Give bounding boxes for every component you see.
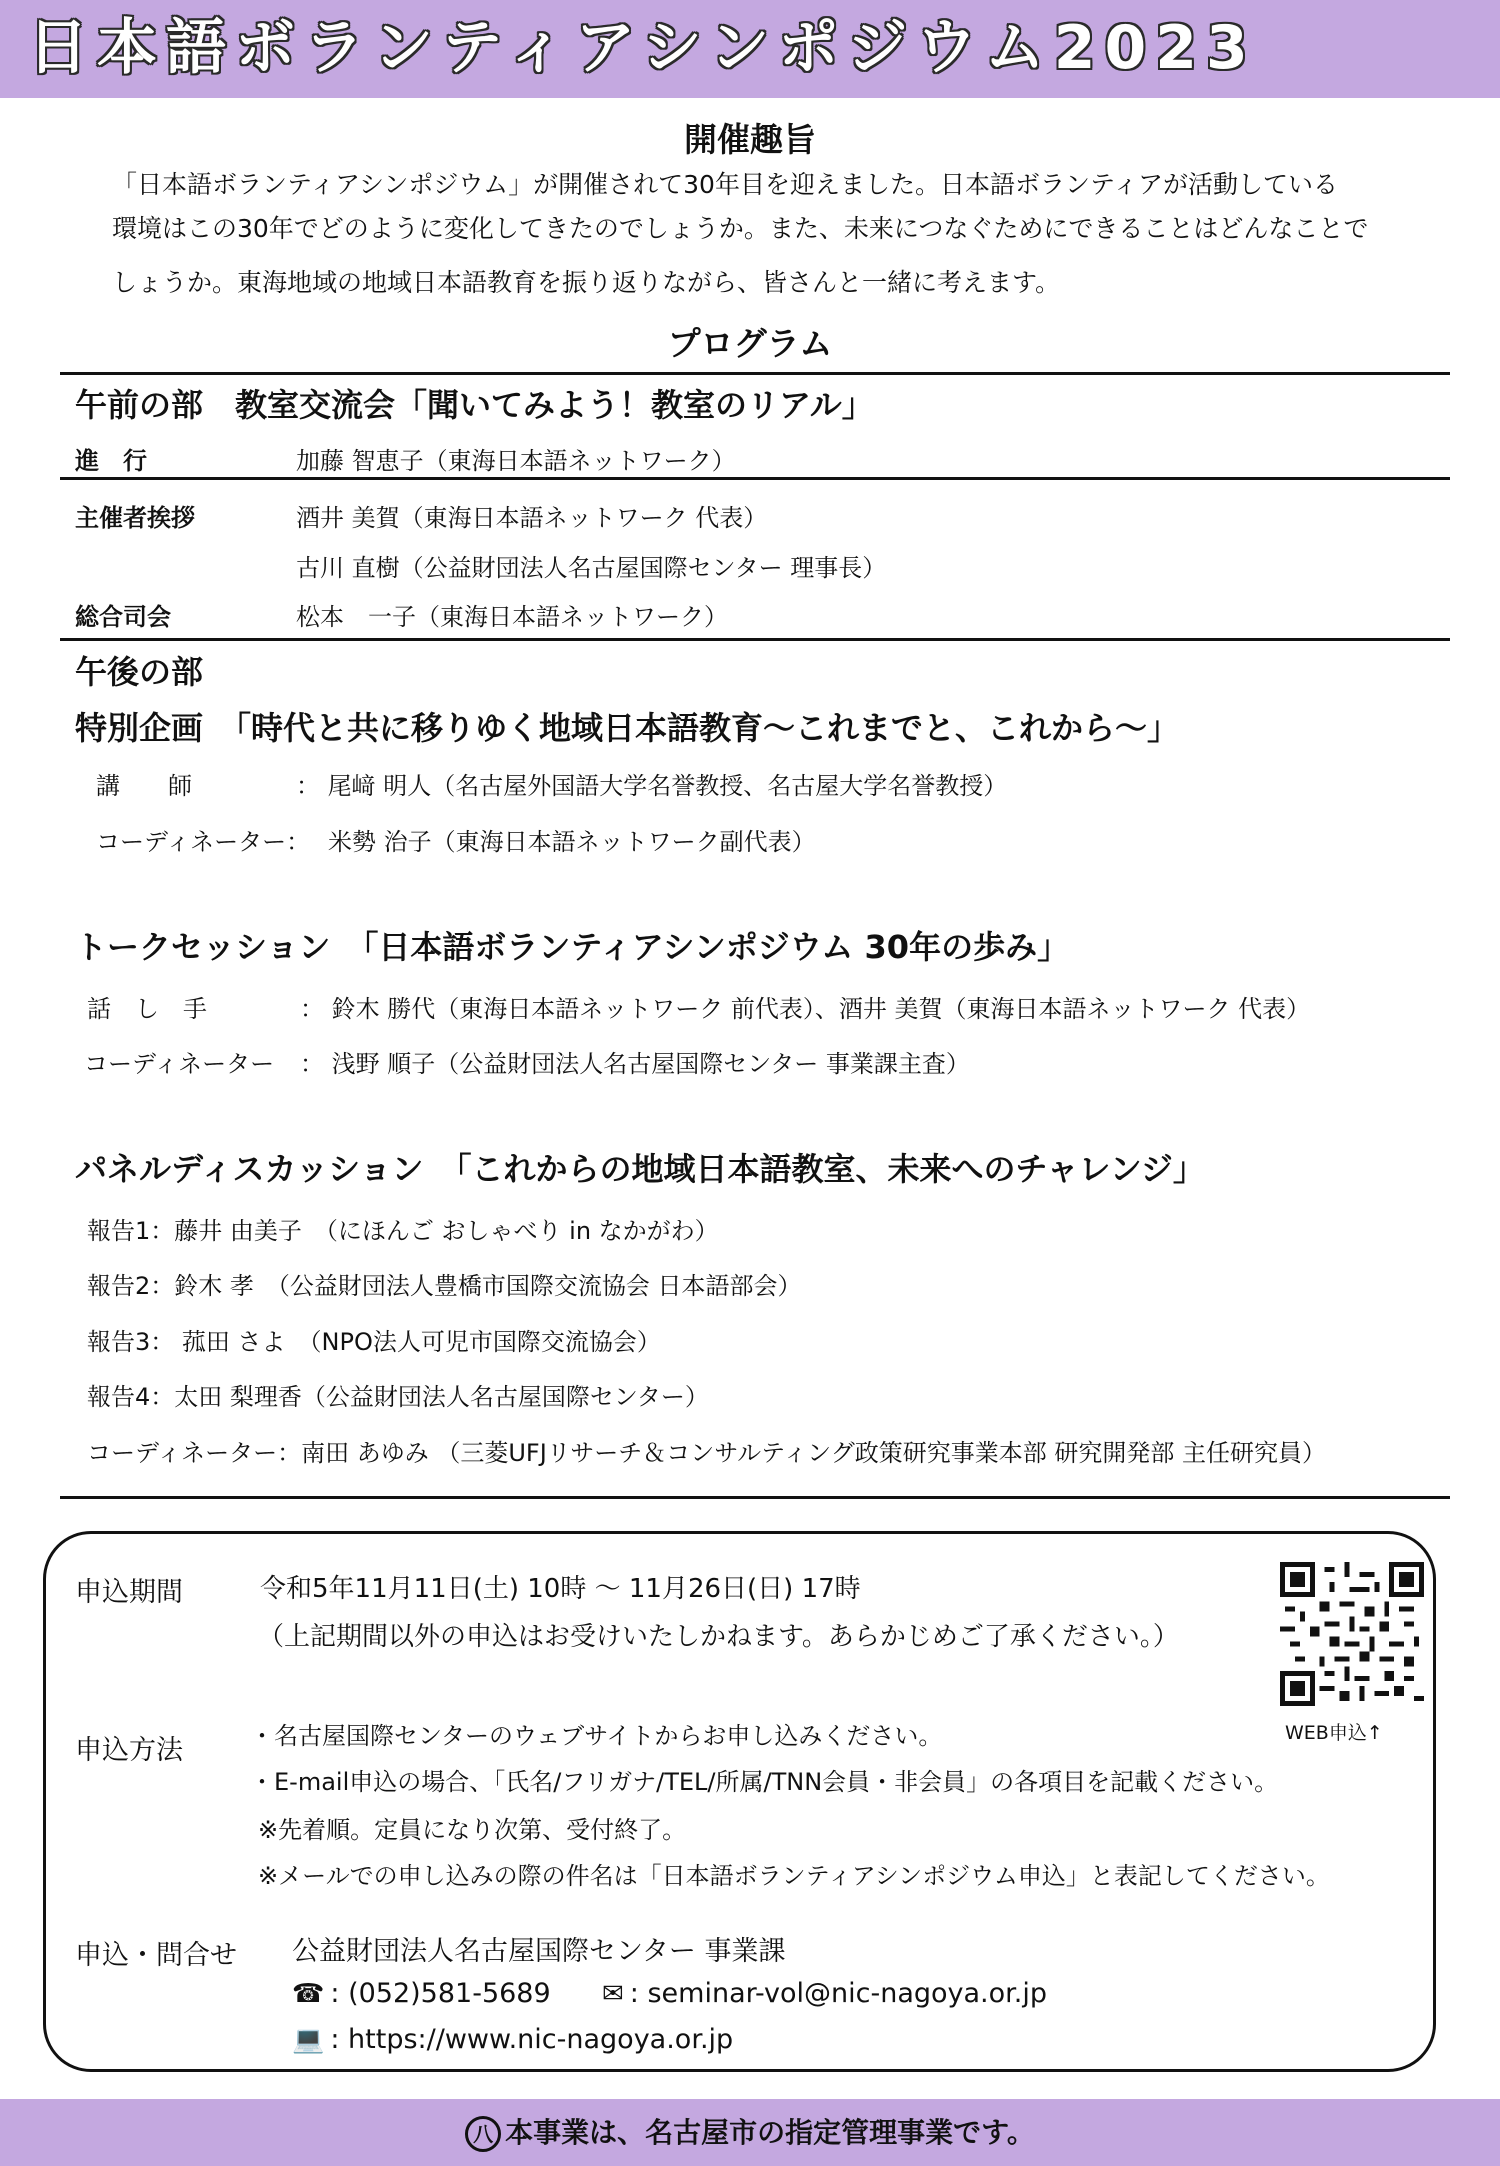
footer-band bbox=[0, 2099, 1500, 2166]
panel-report: 報告4：太田 梨理香（公益財団法人名古屋国際センター） bbox=[87, 1383, 709, 1411]
divider bbox=[60, 477, 1450, 480]
talk-title: トークセッション 「日本語ボランティアシンポジウム 30年の歩み」 bbox=[75, 928, 1070, 966]
coordinator-label: コーディネーター： bbox=[96, 828, 311, 856]
method-label: 申込方法 bbox=[75, 1735, 183, 1766]
footer-text-wrap bbox=[0, 2099, 1500, 2166]
divider bbox=[60, 1496, 1450, 1499]
moderator-name: 加藤 智恵子（東海日本語ネットワーク） bbox=[296, 447, 736, 475]
greeting-speaker: 酒井 美賀（東海日本語ネットワーク 代表） bbox=[296, 504, 768, 532]
panel-report: 報告2：鈴木 孝 （公益財団法人豊橋市国際交流協会 日本語部会） bbox=[87, 1272, 802, 1300]
method-line: ※先着順。定員になり次第、受付終了。 bbox=[258, 1816, 687, 1844]
email-address: : seminar-vol@nic-nagoya.or.jp bbox=[629, 1978, 1047, 2009]
page-title: 日本語ボランティアシンポジウム2023 bbox=[28, 13, 1257, 83]
talk-coordinator-label: コーディネーター bbox=[84, 1050, 275, 1078]
speakers-names: ： 鈴木 勝代（東海日本語ネットワーク 前代表）、酒井 美賀（東海日本語ネットワーク 代表） bbox=[300, 995, 1311, 1023]
nagoya-city-logo-icon: 八 bbox=[465, 2116, 501, 2152]
divider bbox=[60, 638, 1450, 641]
lecturer-label: 講 師 bbox=[96, 772, 192, 800]
purpose-line: 「日本語ボランティアシンポジウム」が開催されて30年目を迎えました。日本語ボランティアが活動している bbox=[112, 170, 1338, 199]
period-value: 令和5年11月11日(土) 10時 ～ 11月26日(日) 17時 bbox=[260, 1574, 861, 1604]
phone-line[interactable] bbox=[292, 1978, 551, 2009]
speakers-label: 話 し 手 bbox=[87, 995, 207, 1023]
contact-org: 公益財団法人名古屋国際センター 事業課 bbox=[292, 1936, 786, 1967]
morning-title: 午前の部 教室交流会「聞いてみよう！教室のリアル」 bbox=[75, 386, 874, 424]
greetings-label: 主催者挨拶 bbox=[75, 504, 195, 532]
panel-report: コーディネーター：南田 あゆみ （三菱UFJリサーチ＆コンサルティング政策研究事業本部 研究開発部 主任研究員） bbox=[87, 1439, 1326, 1467]
coordinator-name: 米勢 治子（東海日本語ネットワーク副代表） bbox=[328, 828, 816, 856]
panel-report: 報告3： 菰田 さよ （NPO法人可児市国際交流協会） bbox=[87, 1328, 661, 1356]
method-line: ・E-mail申込の場合、「氏名/フリガナ/TEL/所属/TNN会員・非会員」の各項目を記載ください。 bbox=[250, 1768, 1279, 1796]
phone-number: : (052)581-5689 bbox=[330, 1978, 551, 2009]
email-line[interactable] bbox=[602, 1978, 1047, 2009]
talk-coordinator-name: ： 浅野 順子（公益財団法人名古屋国際センター 事業課主査） bbox=[300, 1050, 970, 1078]
purpose-heading: 開催趣旨 bbox=[684, 120, 816, 159]
divider bbox=[60, 372, 1450, 375]
header-band bbox=[0, 0, 1500, 98]
greeting-speaker: 古川 直樹（公益財団法人名古屋国際センター 理事長） bbox=[296, 554, 887, 582]
period-label: 申込期間 bbox=[75, 1577, 183, 1608]
web-line[interactable] bbox=[292, 2024, 733, 2055]
mail-icon: ✉ bbox=[602, 1979, 624, 2009]
phone-icon: ☎ bbox=[292, 1979, 325, 2009]
purpose-line: 環境はこの30年でどのように変化してきたのでしょうか。また、未来につなぐためにできることはどんなことで bbox=[112, 214, 1369, 243]
mc-label: 総合司会 bbox=[75, 603, 171, 631]
method-line: ・名古屋国際センターのウェブサイトからお申し込みください。 bbox=[250, 1722, 943, 1750]
computer-icon: 💻 bbox=[292, 2025, 325, 2055]
method-line: ※メールでの申し込みの際の件名は「日本語ボランティアシンポジウム申込」と表記してください。 bbox=[258, 1862, 1330, 1890]
special-title: 特別企画 「時代と共に移りゆく地域日本語教育～これまでと、これから～」 bbox=[75, 709, 1180, 747]
afternoon-title: 午後の部 bbox=[75, 653, 204, 691]
panel-title: パネルディスカッション 「これからの地域日本語教室、未来へのチャレンジ」 bbox=[75, 1150, 1205, 1188]
mc-name: 松本 一子（東海日本語ネットワーク） bbox=[296, 603, 728, 631]
moderator-label: 進 行 bbox=[75, 447, 147, 475]
qr-code[interactable] bbox=[1280, 1562, 1424, 1706]
lecturer-name: ： 尾﨑 明人（名古屋外国語大学名誉教授、名古屋大学名誉教授） bbox=[296, 772, 1008, 800]
program-heading: プログラム bbox=[667, 324, 833, 363]
panel-report: 報告1：藤井 由美子 （にほんご おしゃべり in なかがわ） bbox=[87, 1217, 719, 1245]
web-url: : https://www.nic-nagoya.or.jp bbox=[330, 2024, 734, 2055]
period-note: （上記期間以外の申込はお受けいたしかねます。あらかじめご了承ください。） bbox=[258, 1622, 1179, 1652]
qr-caption: WEB申込↑ bbox=[1285, 1722, 1383, 1744]
contact-label: 申込・問合せ bbox=[75, 1940, 237, 1971]
purpose-line: しょうか。東海地域の地域日本語教育を振り返りながら、皆さんと一緒に考えます。 bbox=[112, 268, 1061, 297]
footer-text: 本事業は、名古屋市の指定管理事業です。 bbox=[505, 2116, 1035, 2149]
